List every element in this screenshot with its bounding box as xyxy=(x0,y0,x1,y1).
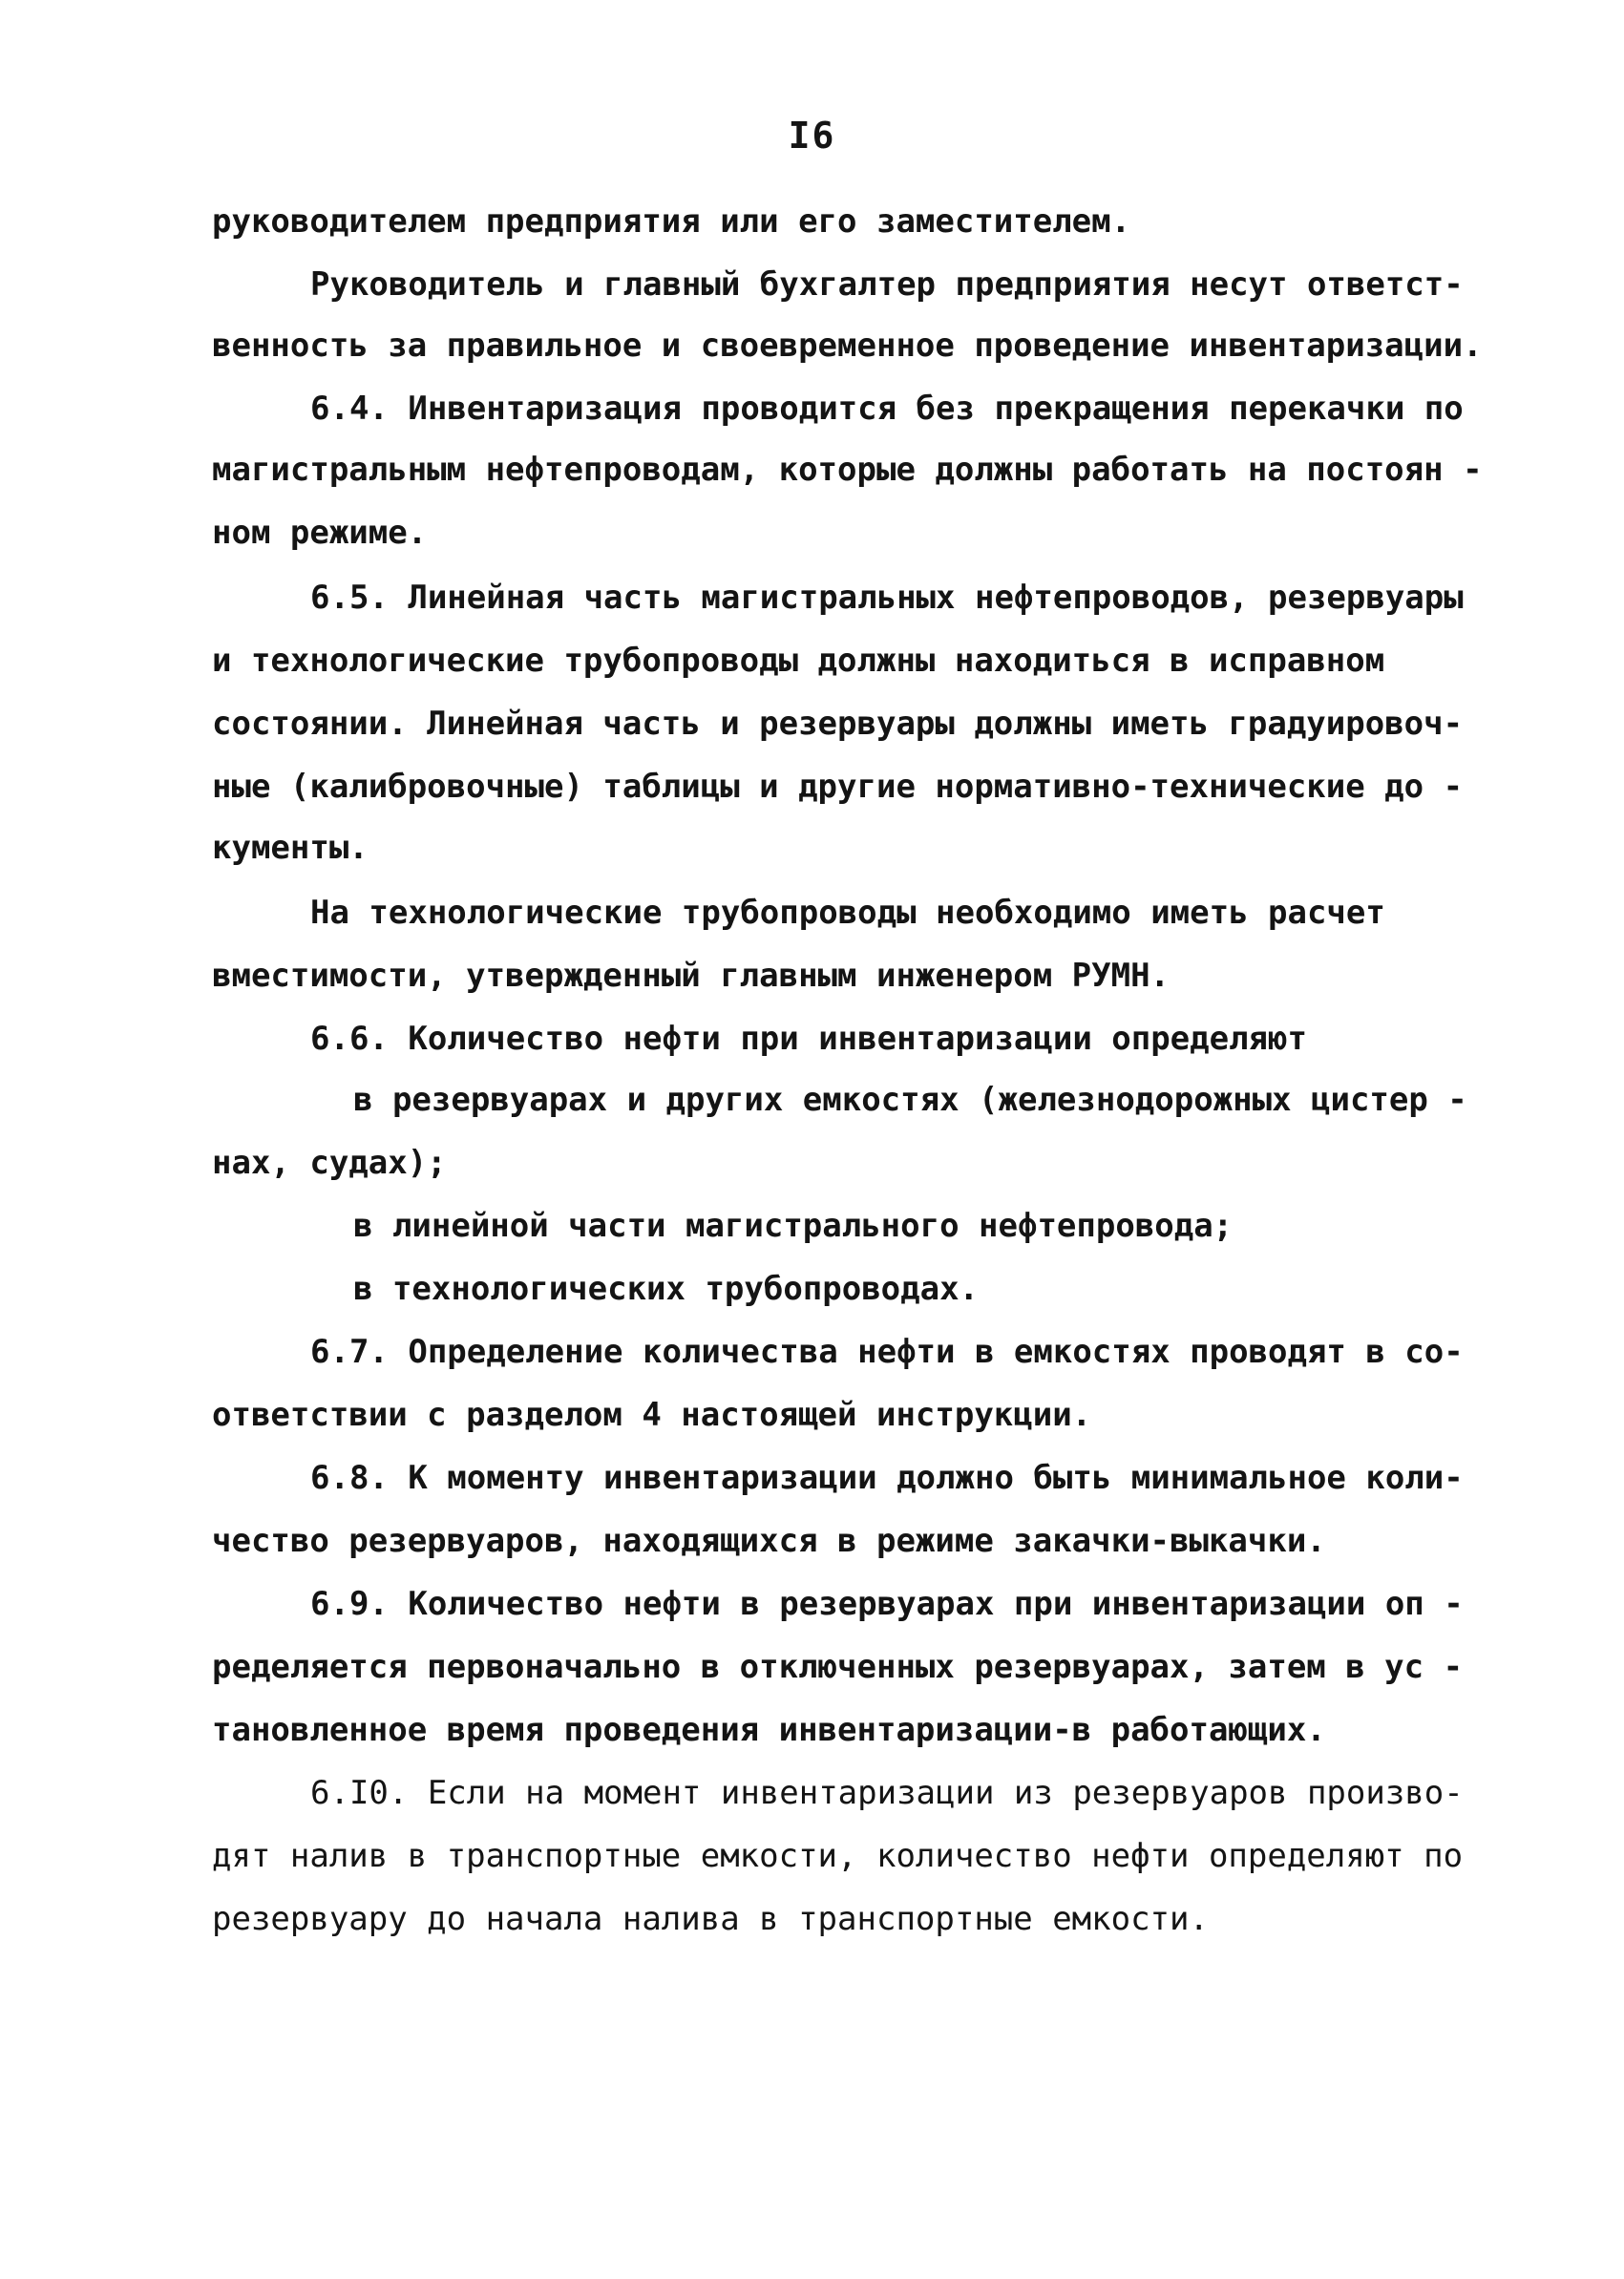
text-line: На технологические трубопроводы необходимо иметь расчет xyxy=(310,894,1385,932)
text-line: венность за правильное и своевременное проведение инвентаризации. xyxy=(212,327,1483,365)
text-line: 6.6. Количество нефти при инвентаризации определяют xyxy=(310,1020,1307,1058)
text-line: и технологические трубопроводы должны находиться в исправном xyxy=(212,642,1385,680)
text-line: магистральным нефтепроводам, которые должны работать на постоян - xyxy=(212,451,1483,489)
text-line: кументы. xyxy=(212,829,369,867)
text-line: 6.8. К моменту инвентаризации должно быть минимальное коли- xyxy=(310,1459,1464,1497)
text-line: в резервуарах и других емкостях (железнодорожных цистер - xyxy=(353,1081,1467,1119)
text-line: состоянии. Линейная часть и резервуары должны иметь градуировоч- xyxy=(212,705,1464,743)
text-line: вместимости, утвержденный главным инженером РУМН. xyxy=(212,957,1171,995)
text-line: Руководитель и главный бухгалтер предприятия несут ответст- xyxy=(310,265,1464,304)
text-line: 6.7. Определение количества нефти в емкостях проводят в со- xyxy=(310,1333,1464,1371)
text-line: в технологических трубопроводах. xyxy=(353,1270,980,1308)
text-line: ные (калибровочные) таблицы и другие нормативно-технические до - xyxy=(212,768,1464,806)
text-line: ределяется первоначально в отключенных резервуарах, затем в ус - xyxy=(212,1648,1464,1686)
text-line: дят налив в транспортные емкости, количество нефти определяют по xyxy=(212,1837,1464,1875)
text-line: 6.4. Инвентаризация проводится без прекращения перекачки по xyxy=(310,390,1464,428)
text-line: 6.9. Количество нефти в резервуарах при инвентаризации оп - xyxy=(310,1585,1464,1623)
text-line: чество резервуаров, находящихся в режиме закачки-выкачки. xyxy=(212,1522,1326,1560)
text-line: 6.5. Линейная часть магистральных нефтепроводов, резервуары xyxy=(310,579,1464,617)
text-line: резервуару до начала налива в транспортные емкости. xyxy=(212,1900,1209,1938)
text-line: тановленное время проведения инвентаризации-в работающих. xyxy=(212,1711,1326,1749)
text-line: нах, судах); xyxy=(212,1144,447,1182)
text-line: ответствии с разделом 4 настоящей инструкции. xyxy=(212,1396,1092,1434)
text-line: руководителем предприятия или его заместителем. xyxy=(212,202,1131,241)
text-line: в линейной части магистрального нефтепровода; xyxy=(353,1207,1234,1245)
page-number: I6 xyxy=(788,115,836,157)
text-line: 6.I0. Если на момент инвентаризации из резервуаров произво- xyxy=(310,1774,1464,1812)
text-line: ном режиме. xyxy=(212,514,428,552)
